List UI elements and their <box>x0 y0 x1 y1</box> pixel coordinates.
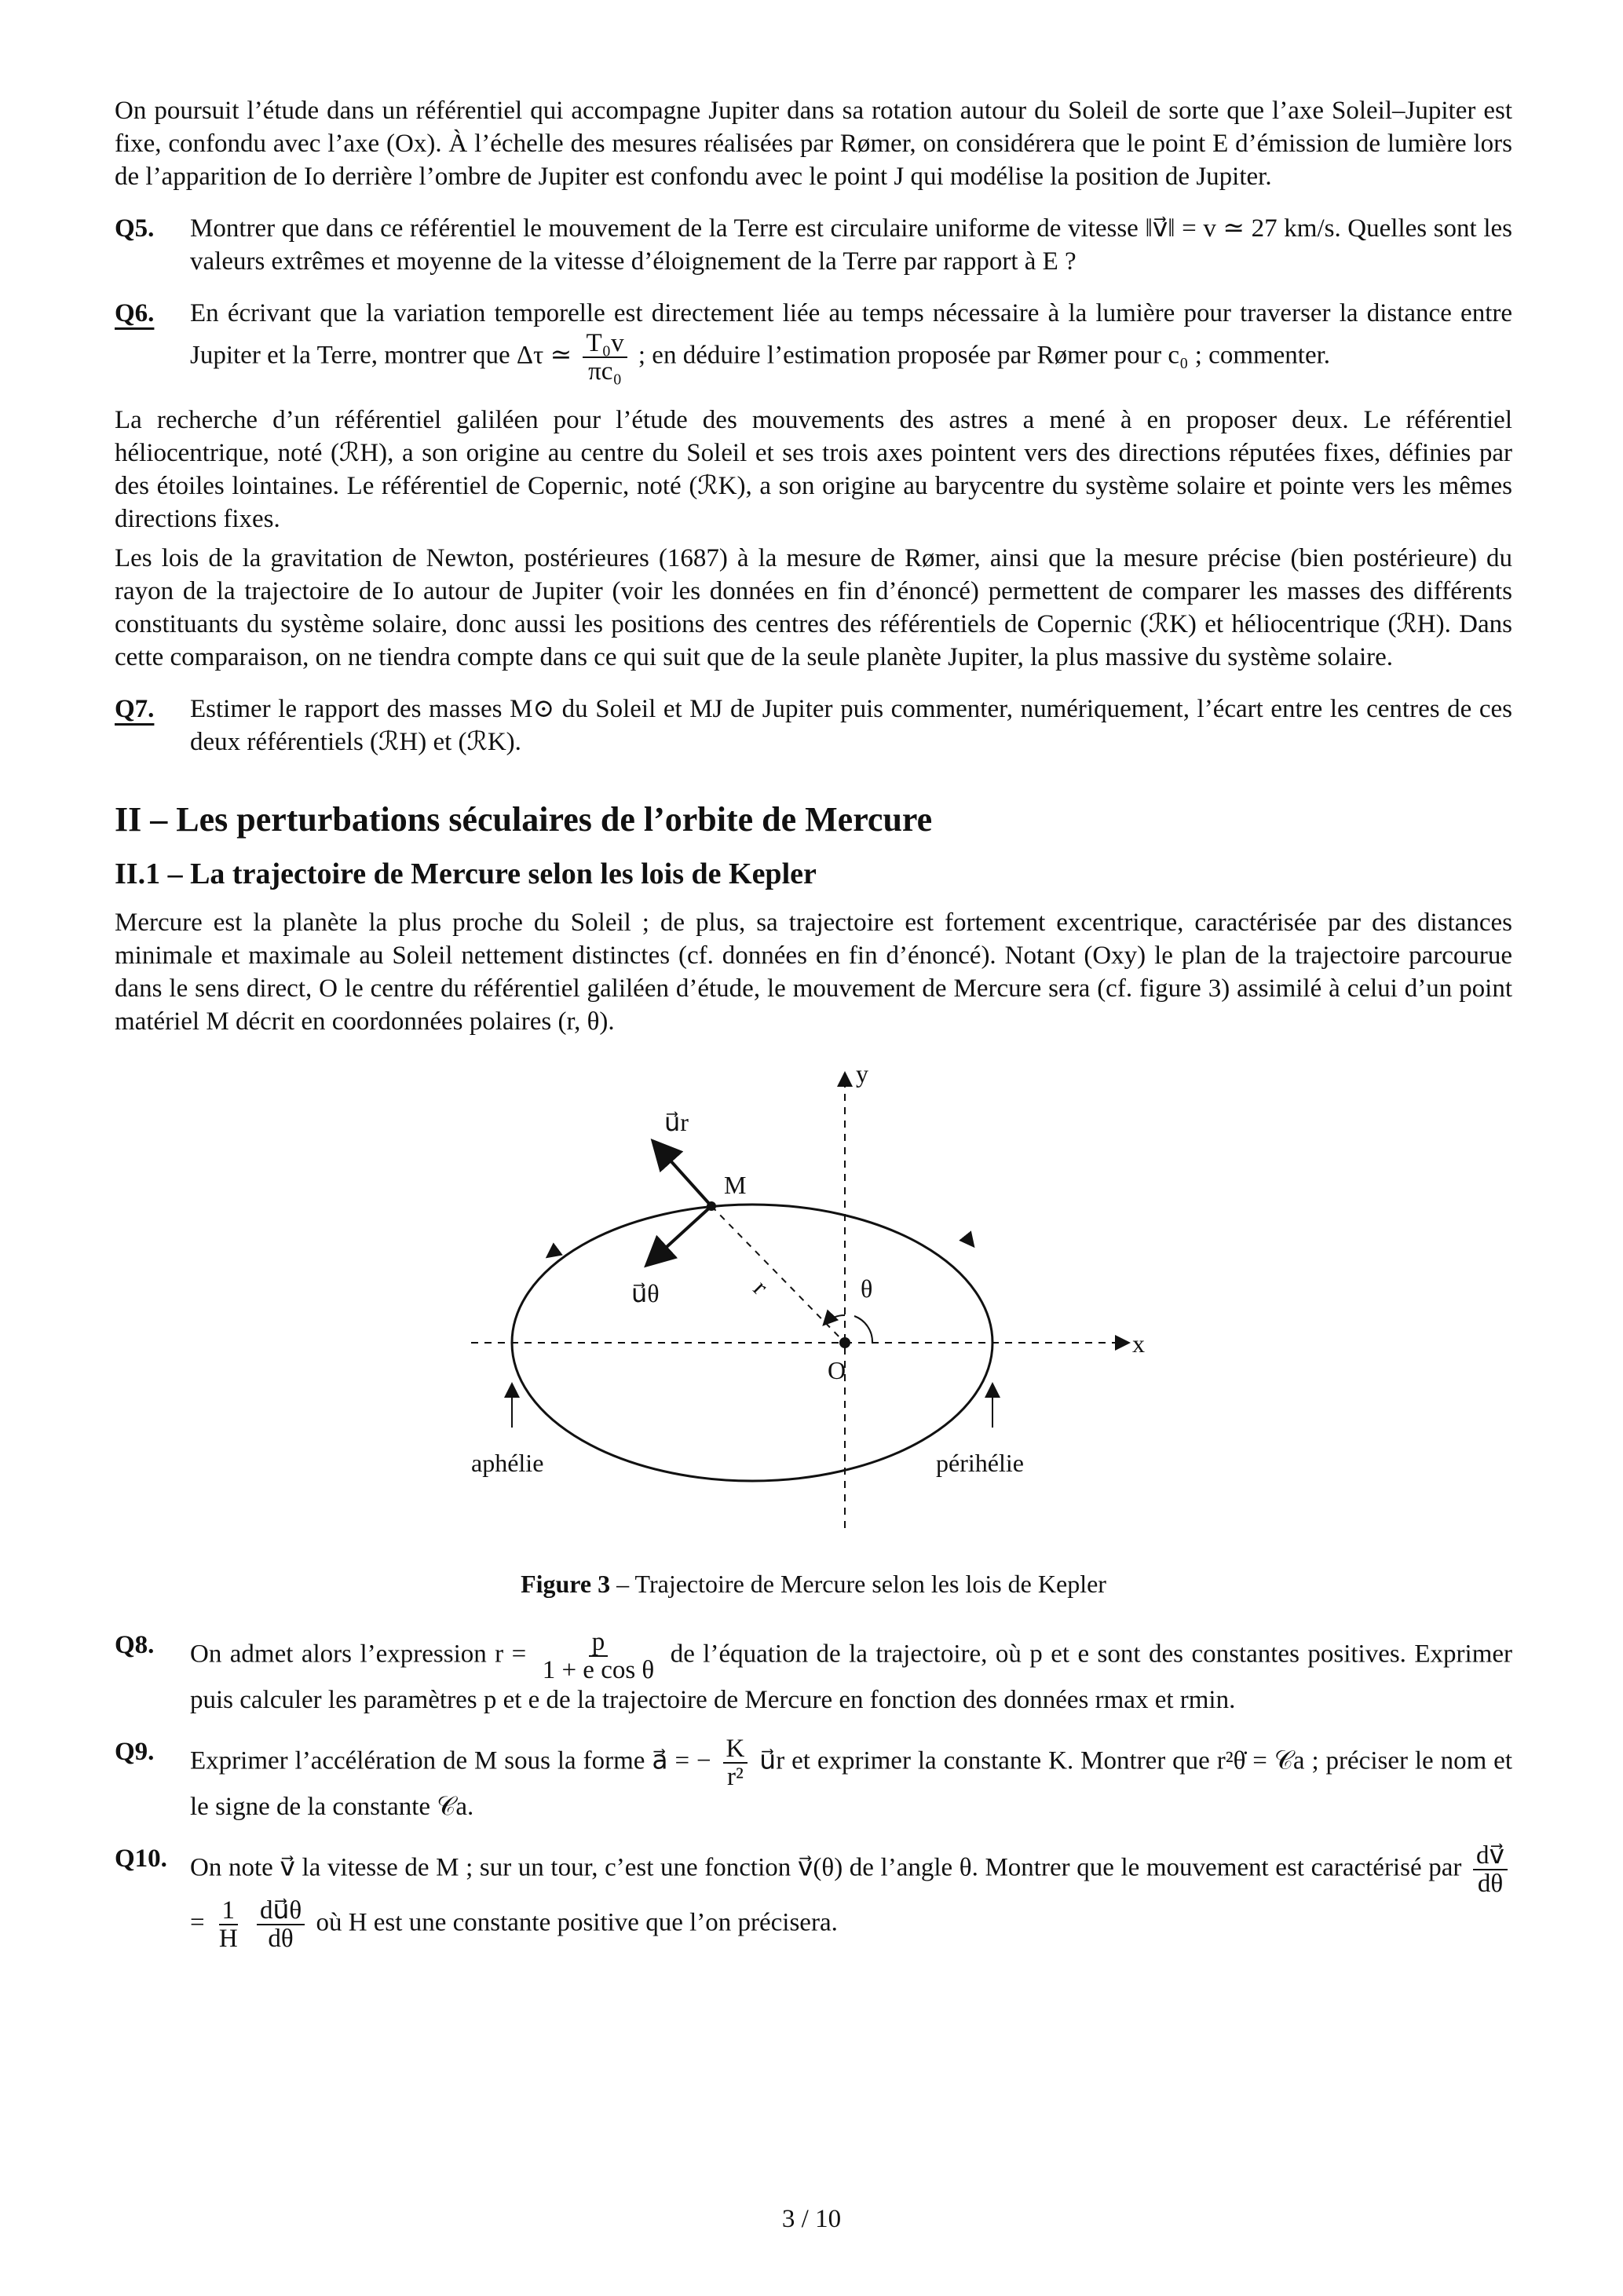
referentials-paragraph: Les lois de la gravitation de Newton, postérieures (1687) à la mesure de Rømer, ainsi que la mesure précise (bien postérieure) du rayon de la trajectoire de Io autour de Jupiter (voir les données en fin d’énoncé) permettent de comparer les masses des différents constituants du système solaire, donc aussi les positions des centres des référentiels de Copernic (ℛK) et héliocentrique (ℛH). Dans cette comparaison, on ne tiendra compte dans ce qui suit que de la seule planète Jupiter, la plus massive du système solaire. <box>115 544 1512 671</box>
figure-3 <box>115 1057 1512 1559</box>
fraction-denominator: dθ <box>1477 1870 1504 1898</box>
fraction-numerator: 1 <box>219 1897 239 1925</box>
question-q5 <box>115 212 1512 278</box>
question-label: Q6. <box>115 299 155 327</box>
point-M <box>707 1201 716 1211</box>
caption-text: – Trajectoire de Mercure selon les lois de Kepler <box>610 1570 1106 1598</box>
x-axis-label: x <box>1132 1329 1145 1358</box>
utheta-label: u⃗θ <box>631 1279 660 1307</box>
question-label: Q9. <box>115 1738 155 1766</box>
theta-arc <box>854 1316 872 1343</box>
question-q9 <box>115 1735 1512 1823</box>
question-q6 <box>115 297 1512 385</box>
question-q8 <box>115 1629 1512 1717</box>
fraction <box>257 1897 305 1952</box>
question-label: Q10. <box>115 1844 167 1873</box>
fraction <box>583 330 627 385</box>
fraction-numerator: K <box>723 1735 748 1764</box>
fraction-numerator: dv⃗ <box>1473 1842 1508 1870</box>
theta-label: θ <box>861 1274 873 1303</box>
radius-label: r <box>748 1274 774 1300</box>
question-text-part: En écrivant que la variation temporelle est directement liée au temps nécessaire à la lumière pour traverser la distance entre Jupiter et la Terre, montrer que Δτ ≃ <box>190 299 1512 370</box>
question-text-part: On note v⃗ la vitesse de M ; sur un tour, c’est une fonction v⃗(θ) de l’angle θ. Montrer que le mouvement est caractérisé par <box>190 1853 1462 1882</box>
fraction <box>216 1897 241 1952</box>
fraction-denominator: H <box>218 1925 238 1953</box>
fraction <box>723 1735 748 1790</box>
question-text <box>190 1629 1512 1717</box>
page-number: 3 / 10 <box>781 2205 842 2233</box>
fraction-denominator: dθ <box>268 1925 294 1953</box>
question-text-part: ; en déduire l’estimation proposée par Rømer pour c₀ ; commenter. <box>638 341 1331 370</box>
direction-arrow <box>967 1238 973 1245</box>
fraction <box>1473 1842 1508 1897</box>
question-text-part: On admet alors l’expression r = <box>190 1640 527 1669</box>
ur-label: u⃗r <box>664 1108 689 1136</box>
question-label: Q7. <box>115 695 155 723</box>
question-q7 <box>115 693 1512 759</box>
point-O <box>839 1337 850 1348</box>
question-text-part: où H est une constante positive que l’on précisera. <box>316 1908 838 1937</box>
point-M-label: M <box>724 1171 747 1199</box>
direction-arrow <box>548 1252 554 1256</box>
section-paragraph: Mercure est la planète la plus proche du Soleil ; de plus, sa trajectoire est fortement excentrique, caractérisée par des distances minimale et maximale au Soleil nettement distinctes (cf. données en fin d’énoncé). Notant (Oxy) le plan de la trajectoire parcourue dans le sens direct, O le centre du référentiel galiléen d’étude, le mouvement de Mercure sera (cf. figure 3) assimilé à celui d’un point matériel M décrit en coordonnées polaires (r, θ). <box>115 909 1512 1036</box>
referentials-paragraph: La recherche d’un référentiel galiléen pour l’étude des mouvements des astres a mené à en proposer deux. Le référentiel héliocentrique, noté (ℛH), a son origine au centre du Soleil et ses trois axes pointent vers des directions réputées fixes, définies par des étoiles lointaines. Le référentiel de Copernic, noté (ℛK), a son origine au barycentre du système solaire et pointe vers les mêmes directions fixes. <box>115 406 1512 533</box>
caption-label: Figure 3 <box>521 1570 611 1598</box>
question-text <box>190 1842 1512 1952</box>
fraction-denominator: πc₀ <box>588 357 622 386</box>
fraction-denominator: 1 + e cos θ <box>542 1656 655 1684</box>
question-text-part: u⃗r et exprimer la constante K. Montrer que r²θ̇ = 𝒞a ; préciser le nom et le signe de la constante 𝒞a. <box>190 1746 1512 1821</box>
question-text-part: Exprimer l’accélération de M sous la forme a⃗ = − <box>190 1746 711 1775</box>
fraction-numerator: du⃗θ <box>257 1897 305 1925</box>
equals-sign: = <box>190 1908 205 1937</box>
question-text <box>190 1735 1512 1823</box>
aphelie-label: aphélie <box>471 1449 544 1477</box>
question-label: Q5. <box>115 214 155 243</box>
fraction-numerator: T₀v <box>583 330 627 358</box>
section-title: II – Les perturbations séculaires de l’orbite de Mercure <box>115 800 933 839</box>
question-text: Montrer que dans ce référentiel le mouvement de la Terre est circulaire uniforme de vitesse ‖v⃗‖ = v ≃ 27 km/s. Quelles sont les valeurs extrêmes et moyenne de la vitesse d’éloignement de la Terre par rapport à E ? <box>190 214 1512 276</box>
question-label: Q8. <box>115 1631 155 1659</box>
ur-arrow <box>655 1143 711 1206</box>
y-axis-label: y <box>856 1059 868 1088</box>
radius-line <box>711 1206 845 1343</box>
fraction-numerator: p <box>589 1629 609 1657</box>
fraction-denominator: r² <box>726 1763 744 1791</box>
origin-label: O <box>828 1356 846 1384</box>
intro-paragraph: On poursuit l’étude dans un référentiel qui accompagne Jupiter dans sa rotation autour du Soleil de sorte que l’axe Soleil–Jupiter est fixe, confondu avec l’axe (Ox). À l’échelle des mesures réalisées par Rømer, on considérera que le point E d’émission de lumière lors de l’apparition de Io derrière l’ombre de Jupiter est confondu avec le point J qui modélise la position de Jupiter. <box>115 97 1512 191</box>
theta-arc <box>824 1315 845 1324</box>
page-body <box>115 94 1512 1971</box>
figure-caption <box>115 1567 1512 1600</box>
question-text <box>190 297 1512 385</box>
perihelie-label: périhélie <box>936 1449 1024 1477</box>
subsection-title: II.1 – La trajectoire de Mercure selon les lois de Kepler <box>115 857 817 890</box>
orbit-diagram <box>115 1057 1512 1559</box>
question-text: Estimer le rapport des masses M⊙ du Soleil et MJ de Jupiter puis commenter, numériquement, l’écart entre les centres de ces deux référentiels (ℛH) et (ℛK). <box>190 695 1512 756</box>
fraction <box>539 1629 658 1684</box>
question-text-part: de l’équation de la trajectoire, où p et e sont des constantes positives. Exprimer puis calculer les paramètres p et e de la trajectoire de Mercure en fonction des données rmax et rmin. <box>190 1640 1513 1714</box>
question-q10 <box>115 1842 1512 1952</box>
